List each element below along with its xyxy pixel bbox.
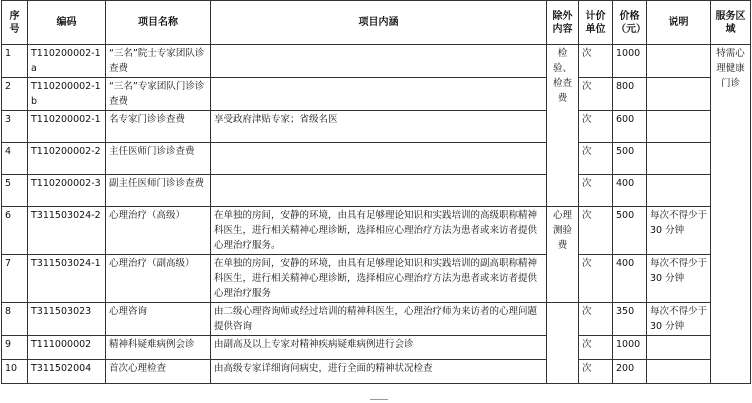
table-row (2, 45, 751, 78)
cell-price: 350 (613, 303, 647, 336)
cell-name: “三名”院士专家团队诊查费 (106, 45, 211, 78)
cell-unit: 次 (579, 143, 613, 175)
cell-note (647, 175, 711, 207)
table-row (2, 207, 751, 255)
cell-seq: 3 (2, 111, 28, 143)
header-content: 项目内涵 (211, 1, 547, 45)
cell-seq: 1 (2, 45, 28, 78)
cell-seq: 8 (2, 303, 28, 336)
cell-unit: 次 (579, 303, 613, 336)
cell-seq: 2 (2, 78, 28, 111)
cell-seq: 6 (2, 207, 28, 255)
table-row (2, 175, 751, 207)
cell-price: 500 (613, 207, 647, 255)
cell-content: 在单独的房间，安静的环境，由具有足够理论知识和实践培训的副高职称精神科医生，进行相关精神心理诊断，选择相应心理治疗方法为患者或来访者提供心理治疗服务 (211, 255, 547, 303)
cell-name: “三名”专家团队门诊诊查费 (106, 78, 211, 111)
cell-unit: 次 (579, 78, 613, 111)
cell-excluded-empty (547, 303, 579, 384)
header-name: 项目名称 (106, 1, 211, 45)
cell-code: T111000002 (28, 336, 106, 360)
cell-price: 800 (613, 78, 647, 111)
cell-unit: 次 (579, 360, 613, 384)
cell-seq: 9 (2, 336, 28, 360)
cell-code: T311503024-1 (28, 255, 106, 303)
table-row (2, 143, 751, 175)
cell-note (647, 111, 711, 143)
header-excluded: 除外内容 (547, 1, 579, 45)
cell-name: 心理咨询 (106, 303, 211, 336)
table-row (2, 360, 751, 384)
cell-content: 在单独的房间，安静的环境，由具有足够理论知识和实践培训的高级职称精神科医生，进行相关精神心理诊断，选择相应心理治疗方法为患者或来访者提供心理治疗服务。 (211, 207, 547, 255)
cell-code: T311502004 (28, 360, 106, 384)
cell-seq: 4 (2, 143, 28, 175)
table-row (2, 336, 751, 360)
cell-unit: 次 (579, 207, 613, 255)
cell-name: 名专家门诊诊查费 (106, 111, 211, 143)
cell-code: T110200002-1a (28, 45, 106, 78)
header-seq: 序号 (2, 1, 28, 45)
cell-content (211, 45, 547, 78)
table-row (2, 255, 751, 303)
cell-unit: 次 (579, 255, 613, 303)
cell-note: 每次不得少于 30 分钟 (647, 255, 711, 303)
cell-note (647, 143, 711, 175)
cell-code: T311503023 (28, 303, 106, 336)
cell-area-group: 特需心理健康门诊 (711, 45, 751, 384)
cell-content: 由高级专家详细询问病史，进行全面的精神状况检查 (211, 360, 547, 384)
cell-unit: 次 (579, 111, 613, 143)
cell-code: T110200002-3 (28, 175, 106, 207)
cell-name: 精神科疑难病例会诊 (106, 336, 211, 360)
cell-content: 享受政府津贴专家；省级名医 (211, 111, 547, 143)
cell-content (211, 78, 547, 111)
cell-unit: 次 (579, 45, 613, 78)
cell-price: 1000 (613, 45, 647, 78)
table-row (2, 78, 751, 111)
cell-note: 每次不得少于 30 分钟 (647, 207, 711, 255)
cell-name: 主任医师门诊诊查费 (106, 143, 211, 175)
cell-price: 400 (613, 255, 647, 303)
cell-content (211, 143, 547, 175)
table-row (2, 303, 751, 336)
cell-name: 副主任医师门诊诊查费 (106, 175, 211, 207)
cell-excluded-group-2: 心理测验费 (547, 207, 579, 303)
header-unit: 计价单位 (579, 1, 613, 45)
table-row (2, 111, 751, 143)
cell-price: 400 (613, 175, 647, 207)
cell-note (647, 78, 711, 111)
cell-note (647, 45, 711, 78)
cell-name: 首次心理检查 (106, 360, 211, 384)
cell-price: 1000 (613, 336, 647, 360)
page-divider (370, 399, 388, 400)
cell-unit: 次 (579, 336, 613, 360)
cell-excluded-group-1: 检验、检查费 (547, 45, 579, 207)
header-row (2, 1, 751, 45)
cell-note (647, 360, 711, 384)
cell-seq: 5 (2, 175, 28, 207)
cell-content (211, 175, 547, 207)
cell-name: 心理治疗（高级） (106, 207, 211, 255)
cell-code: T110200002-1b (28, 78, 106, 111)
cell-seq: 7 (2, 255, 28, 303)
header-area: 服务区域 (711, 1, 751, 45)
cell-seq: 10 (2, 360, 28, 384)
cell-unit: 次 (579, 175, 613, 207)
cell-note: 每次不得少于 30 分钟 (647, 303, 711, 336)
cell-content: 由二级心理咨询师或经过培训的精神科医生，心理治疗师为来访者的心理问题提供咨询 (211, 303, 547, 336)
header-code: 编码 (28, 1, 106, 45)
cell-code: T110200002-2 (28, 143, 106, 175)
header-price: 价格（元） (613, 1, 647, 45)
cell-price: 600 (613, 111, 647, 143)
fee-table (1, 0, 751, 384)
cell-name: 心理治疗（副高级） (106, 255, 211, 303)
cell-price: 200 (613, 360, 647, 384)
header-note: 说明 (647, 1, 711, 45)
cell-code: T110200002-1 (28, 111, 106, 143)
cell-note (647, 336, 711, 360)
cell-content: 由副高及以上专家对精神疾病疑难病例进行会诊 (211, 336, 547, 360)
cell-price: 500 (613, 143, 647, 175)
cell-code: T311503024-2 (28, 207, 106, 255)
